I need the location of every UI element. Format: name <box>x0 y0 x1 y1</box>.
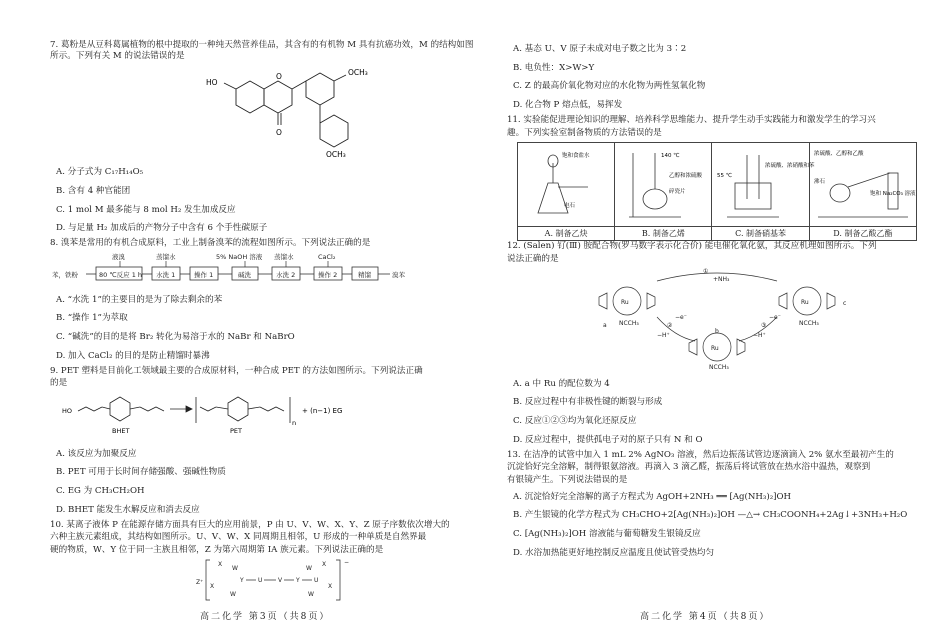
page-footer-left: 高二化学 第3页（共8页） <box>200 611 331 622</box>
question-8 <box>50 238 475 365</box>
q9-product-label: PET <box>230 427 242 436</box>
q7-ring-b <box>264 81 292 113</box>
q11-caption-b: B. 制备乙烯 <box>615 227 712 241</box>
q11-c-label-1: 55 ℃ <box>716 173 732 180</box>
q10-atom-12: X <box>322 560 327 568</box>
q11-panel-b <box>615 143 712 227</box>
q12-reagent-3b: −H⁺ <box>753 331 766 339</box>
q12-stem-line-2: 说法正确的是 <box>507 254 559 265</box>
q9-option-d: D. BHET 能发生水解反应和消去反应 <box>56 504 200 515</box>
question-10-options <box>507 40 929 115</box>
q12-option-c: C. 反应①②③均为氧化还原反应 <box>513 416 637 427</box>
q12-step-3: ③ <box>761 321 767 329</box>
q10-atom-8: Y <box>296 576 300 584</box>
q12-reagent-3c: −e⁻ <box>769 313 781 321</box>
question-11 <box>507 115 929 241</box>
q9-reactant-label: BHET <box>112 427 130 436</box>
q8-flow-box-7: 精馏 <box>358 270 371 279</box>
q7-ring-o-label: O <box>276 72 282 82</box>
q10-atom-2: X <box>210 582 215 590</box>
q8-flow-box-6: 操作 2 <box>318 270 338 279</box>
q10-atom-5: Y <box>240 576 244 584</box>
q8-stem: 8. 溴苯是常用的有机合成原料，工业上制备溴苯的流程如图所示。下列说法正确的是 <box>50 238 371 249</box>
q9-stem-line-1: 9. PET 塑料是目前化工领域最主要的合成原材料，一种合成 PET 的方法如图所示。下列说法正确 <box>50 365 423 376</box>
q9-option-c: C. EG 为 CH₃CH₂OH <box>56 486 145 497</box>
q11-panel-b-figure <box>615 143 711 223</box>
q12-stem-line-1: 12. (Salen) 钌(Ⅲ) 胺配合物(罗马数字表示化合价) 能电催化氧化氨，其反应机理如图所示。下列 <box>507 241 877 252</box>
q8-reagent-1: 液溴 <box>112 252 125 261</box>
q8-option-d: D. 加入 CaCl₂ 的目的是防止精馏时暴沸 <box>56 350 210 361</box>
q11-panel-a <box>518 143 615 227</box>
q12-label-c: c <box>843 299 847 307</box>
q13-stem-line-2: 沉淀恰好完全溶解，制得银氨溶液。再滴入 3 滴乙醛，振荡后将试管放在热水浴中温热，观察到 <box>507 462 871 473</box>
q11-panel-d <box>809 143 916 227</box>
q11-b-label-1: 140 ℃ <box>661 153 680 160</box>
q10-atom-7: V <box>278 576 283 584</box>
q10-atom-11: W <box>308 590 314 598</box>
q11-apparatus-table <box>517 142 917 241</box>
q8-flow-box-5: 水洗 2 <box>276 270 296 279</box>
q12-b-ligand: NCCH₃ <box>709 363 729 371</box>
q8-option-c: C. “碱洗”的目的是将 Br₂ 转化为易溶于水的 NaBr 和 NaBrO <box>56 332 295 343</box>
question-9 <box>50 366 475 520</box>
q7-option-a: A. 分子式为 C₁₇H₁₄O₅ <box>56 167 144 178</box>
question-12 <box>507 241 929 449</box>
q10-atom-13: X <box>328 582 333 590</box>
q10-structure-figure <box>50 558 475 604</box>
q11-a-label-2: 电石 <box>564 203 576 210</box>
q12-option-a: A. a 中 Ru 的配位数为 4 <box>513 378 610 389</box>
q12-reagent-2: −H⁺ <box>657 331 670 339</box>
q10-atom-9: U <box>314 576 319 584</box>
right-column <box>507 40 929 563</box>
q11-b-label-2: 乙醇和浓硫酸 <box>669 173 703 180</box>
q10-anion-charge: − <box>344 558 350 566</box>
q7-stem: 7. 葛粉是从豆科葛属植物的根中提取的一种纯天然营养佳品，其含有的有机物 M 具有抗癌功效，M 的结构如图所示。下列有关 M 的说法错误的是 <box>50 40 474 61</box>
q7-ring-c <box>306 73 334 105</box>
q12-reagent-3: −e⁻ <box>675 313 687 321</box>
q7-keto-o-label: O <box>276 128 282 138</box>
q8-flow-box-4: 碱洗 <box>238 270 251 279</box>
q8-flow-output: 溴苯 <box>392 270 405 279</box>
q8-flow-box-1: 80 ℃反应 1 h <box>99 270 143 279</box>
q11-d-label-2: 沸石 <box>813 179 825 186</box>
q12-a-ligand: NCCH₃ <box>619 319 639 327</box>
question-7 <box>50 40 475 238</box>
q13-option-a: A. 沉淀恰好完全溶解的离子方程式为 AgOH+2NH₃ ══ [Ag(NH₃)₂]OH <box>513 491 792 502</box>
q12-option-d: D. 反应过程中，提供孤电子对的原子只有 N 和 O <box>513 434 703 445</box>
q11-caption-a: A. 制备乙炔 <box>518 227 615 241</box>
q7-ring-a <box>236 81 264 113</box>
q8-reagent-2: 蒸馏水 <box>156 252 176 261</box>
q13-option-b: B. 产生银镜的化学方程式为 CH₃CHO+2[Ag(NH₃)₂]OH —△→ CH₃COONH₄+2Ag↓+3NH₃+H₂O <box>513 510 908 521</box>
q8-reagent-5: CaCl₂ <box>318 252 336 261</box>
q8-flow-box-2: 水洗 1 <box>156 270 176 279</box>
q7-option-b: B. 含有 4 种官能团 <box>56 185 131 196</box>
q10-option-d: D. 化合物 P 熔点低，易挥发 <box>513 100 623 111</box>
q11-caption-c: C. 制备硝基苯 <box>712 227 809 241</box>
q12-c-ligand: NCCH₃ <box>799 319 819 327</box>
question-10 <box>50 520 475 608</box>
q9-left-group: HO <box>62 407 73 416</box>
q8-flow-input: 苯，铁粉 <box>52 270 78 279</box>
q10-atom-6: U <box>258 576 263 584</box>
q9-option-b: B. PET 可用于长时间存储强酸、强碱性物质 <box>56 467 226 478</box>
question-13 <box>507 450 929 563</box>
q9-stem-line-2: 的是 <box>50 378 68 389</box>
q10-atom-10: W <box>306 564 312 572</box>
q10-option-b: B. 电负性：X>W>Y <box>513 62 595 73</box>
q13-stem-line-1: 13. 在洁净的试管中加入 1 mL 2% AgNO₃ 溶液，然后边振荡试管边逐滴滴入 2% 氨水至最初产生的 <box>507 449 894 460</box>
q12-step-1: ① <box>703 267 709 275</box>
q10-stem-line-2: 六种主族元素组成，其结构如图所示。U、V、W、X 同周期且相邻，U 形成的一种单质是自然界最 <box>50 532 427 543</box>
q13-option-d: D. 水浴加热能更好地控制反应温度且使试管受热均匀 <box>513 547 715 558</box>
q10-option-a: A. 基态 U、V 原子未成对电子数之比为 3∶2 <box>513 44 687 54</box>
q13-option-c: C. [Ag(NH₃)₂]OH 溶液能与葡萄糖发生银镜反应 <box>513 529 701 540</box>
q10-stem-line-1: 10. 某离子液体 P 在能源存储方面具有巨大的应用前景，P 由 U、V、W、X、Y、Z 原子序数依次增大的 <box>50 519 450 530</box>
q11-panel-c-figure <box>713 143 815 223</box>
q10-cation: Z⁺ <box>196 578 204 586</box>
q11-stem-line-2: 趣。下列实验室制备物质的方法错误的是 <box>507 127 662 138</box>
q9-byproduct: + (n−1) EG <box>302 407 343 416</box>
q13-stem-line-3: 有银镜产生。下列说法错误的是 <box>507 475 628 486</box>
q11-panel-a-figure <box>518 143 614 223</box>
q7-och3-top: OCH₃ <box>348 68 368 78</box>
q8-option-a: A. “水洗 1”的主要目的是为了除去剩余的苯 <box>56 294 223 305</box>
q10-atom-3: W <box>232 564 238 572</box>
q12-mechanism-figure <box>507 267 929 371</box>
q11-panel-c <box>712 143 815 227</box>
q12-b-metal: Ru <box>711 344 719 352</box>
q11-c-label-2: 浓硫酸、浓硝酸和苯 <box>764 163 815 170</box>
q8-flow-diagram <box>50 251 475 287</box>
q12-label-b: b <box>715 327 719 335</box>
q10-option-c: C. Z 的最高价氧化物对应的水化物为两性氢氧化物 <box>513 81 706 92</box>
q11-a-label-1: 饱和食盐水 <box>562 153 590 160</box>
q9-reaction-figure <box>50 391 475 441</box>
q10-atom-1: X <box>218 560 223 568</box>
q8-option-b: B. “操作 1”为萃取 <box>56 313 128 324</box>
q8-flow-box-3: 操作 1 <box>194 270 214 279</box>
q7-och3-bottom: OCH₃ <box>326 150 346 160</box>
q10-stem-line-3: 硬的物质，W、Y 位于同一主族且相邻，Z 为第六周期第 IA 族元素。下列说法正确的是 <box>50 545 384 556</box>
q9-n-label: n <box>292 419 297 428</box>
q11-d-label-3: 饱和 Na₂CO₃ 溶液 <box>869 191 916 198</box>
q11-d-label-1: 浓硫酸、乙醇和乙酸 <box>813 151 864 158</box>
q12-label-a: a <box>603 321 607 329</box>
q12-option-b: B. 反应过程中有非极性键的断裂与形成 <box>513 397 663 408</box>
q9-option-a: A. 该反应为加聚反应 <box>56 448 137 459</box>
q11-panel-d-figure <box>810 143 916 223</box>
q7-ho-label: HO <box>206 78 218 88</box>
q8-reagent-4: 蒸馏水 <box>274 252 294 261</box>
q10-atom-4: W <box>230 590 236 598</box>
q11-stem-line-1: 11. 实验能促进理论知识的理解、培养科学思维能力、提升学生动手实践能力和激发学生的学习兴 <box>507 114 876 125</box>
q12-c-metal: Ru <box>801 298 809 306</box>
q8-reagent-3: 5% NaOH 溶液 <box>216 252 263 261</box>
q12-step-2: ② <box>667 321 673 329</box>
q12-reagent-1: +NH₃ <box>713 275 730 283</box>
page-footer-right: 高二化学 第4页（共8页） <box>640 611 771 622</box>
q7-structure-figure <box>50 63 475 159</box>
q11-b-label-3: 碎瓷片 <box>669 189 686 196</box>
q7-option-d: D. 与足量 H₂ 加成后的产物分子中含有 6 个手性碳原子 <box>56 223 268 234</box>
q12-a-metal: Ru <box>621 298 629 306</box>
q7-option-c: C. 1 mol M 最多能与 8 mol H₂ 发生加成反应 <box>56 204 236 215</box>
left-column <box>50 40 475 608</box>
q11-caption-d: D. 制备乙酸乙酯 <box>809 227 916 241</box>
